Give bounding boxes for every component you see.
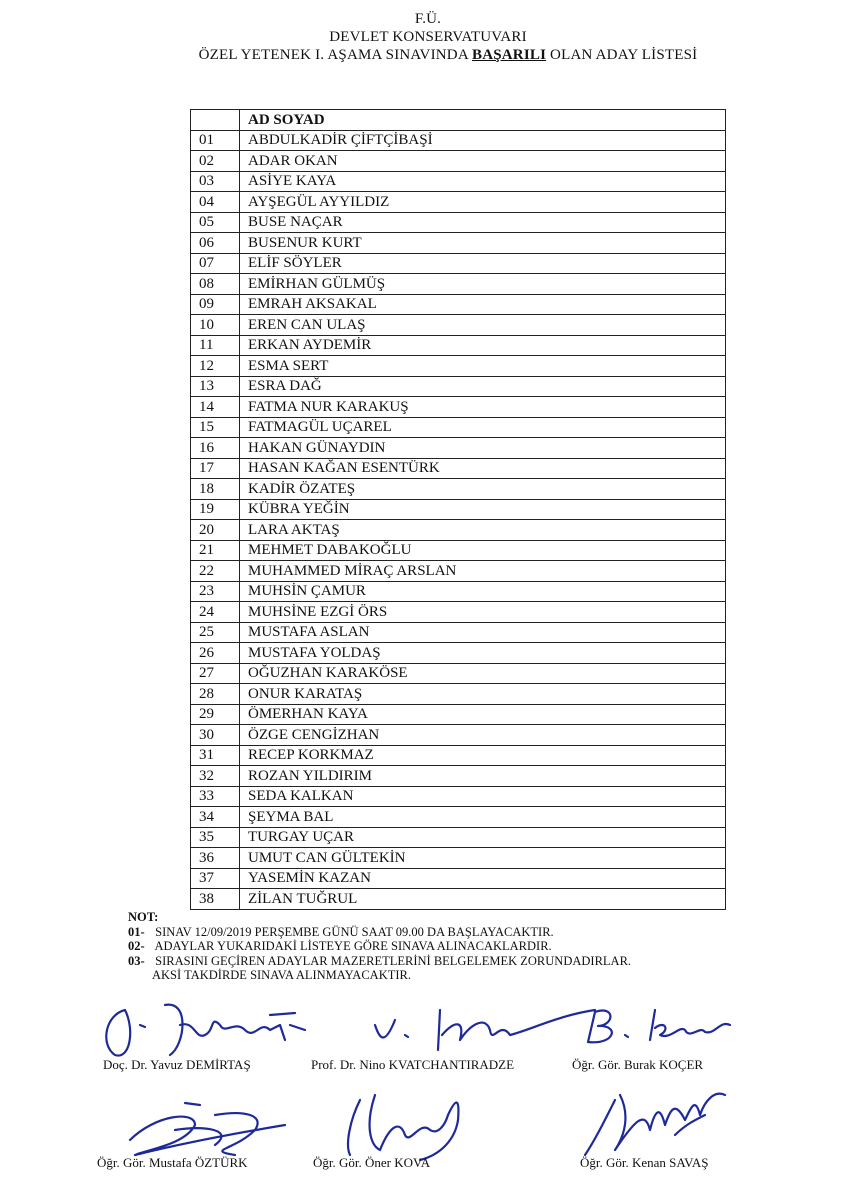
candidate-name: ABDULKADİR ÇİFTÇİBAŞİ (240, 130, 726, 151)
row-number: 04 (191, 192, 240, 213)
candidate-name: EMİRHAN GÜLMÜŞ (240, 274, 726, 295)
candidate-name: RECEP KORKMAZ (240, 745, 726, 766)
signatory-name: Öğr. Gör. Kenan SAVAŞ (580, 1155, 709, 1170)
table-row (191, 253, 726, 274)
table-row (191, 458, 726, 479)
row-number: 18 (191, 479, 240, 500)
table-row (191, 479, 726, 500)
row-number: 15 (191, 417, 240, 438)
row-number: 11 (191, 335, 240, 356)
signatory-name: Doç. Dr. Yavuz DEMİRTAŞ (103, 1057, 251, 1072)
table-row (191, 315, 726, 336)
table-row (191, 540, 726, 561)
signature-scribble (95, 995, 325, 1065)
table-row (191, 807, 726, 828)
row-number: 21 (191, 540, 240, 561)
table-row (191, 745, 726, 766)
candidate-name: MEHMET DABAKOĞLU (240, 540, 726, 561)
candidate-name: ESRA DAĞ (240, 376, 726, 397)
candidate-name: HAKAN GÜNAYDIN (240, 438, 726, 459)
candidate-name: LARA AKTAŞ (240, 520, 726, 541)
table-header-row (191, 110, 726, 131)
row-number: 29 (191, 704, 240, 725)
signatory-name: Öğr. Gör. Öner KOVA (313, 1155, 431, 1170)
table-body (191, 130, 726, 909)
row-number: 31 (191, 745, 240, 766)
row-number: 12 (191, 356, 240, 377)
table-row (191, 212, 726, 233)
table-row (191, 171, 726, 192)
candidate-name: AYŞEGÜL AYYILDIZ (240, 192, 726, 213)
signatory-name: Öğr. Gör. Burak KOÇER (572, 1057, 704, 1072)
candidate-name: ÖZGE CENGİZHAN (240, 725, 726, 746)
table-row (191, 294, 726, 315)
row-number: 06 (191, 233, 240, 254)
note-text: SIRASINI GEÇİREN ADAYLAR MAZERETLERİNİ BELGELEMEK ZORUNDADIRLAR. (155, 953, 632, 968)
table-row (191, 335, 726, 356)
note-number: 02- (128, 939, 145, 953)
candidate-name: YASEMİN KAZAN (240, 868, 726, 889)
table-row (191, 376, 726, 397)
candidate-name: MUHSİNE EZGİ ÖRS (240, 602, 726, 623)
candidate-name: EMRAH AKSAKAL (240, 294, 726, 315)
row-number: 37 (191, 868, 240, 889)
candidate-name: TURGAY UÇAR (240, 827, 726, 848)
table-row (191, 356, 726, 377)
row-number: 32 (191, 766, 240, 787)
candidate-name: ERKAN AYDEMİR (240, 335, 726, 356)
note-continuation (128, 968, 788, 983)
row-number: 22 (191, 561, 240, 582)
row-number: 30 (191, 725, 240, 746)
candidate-name: ELİF SÖYLER (240, 253, 726, 274)
row-number: 05 (191, 212, 240, 233)
header-university: F.Ü. (414, 11, 442, 27)
candidate-name: MUHAMMED MİRAÇ ARSLAN (240, 561, 726, 582)
signatory-name: Prof. Dr. Nino KVATCHANTIRADZE (311, 1057, 515, 1072)
candidate-name: BUSENUR KURT (240, 233, 726, 254)
table-row (191, 684, 726, 705)
notes-section (128, 910, 788, 983)
table-row (191, 889, 726, 910)
row-number: 07 (191, 253, 240, 274)
table-row (191, 130, 726, 151)
candidate-name: ZİLAN TUĞRUL (240, 889, 726, 910)
row-number: 08 (191, 274, 240, 295)
table-row (191, 561, 726, 582)
candidate-table (190, 109, 726, 910)
candidate-name: OĞUZHAN KARAKÖSE (240, 663, 726, 684)
header-title-post: OLAN ADAY LİSTESİ (546, 47, 698, 63)
table-row (191, 581, 726, 602)
row-number: 03 (191, 171, 240, 192)
candidate-name: ONUR KARATAŞ (240, 684, 726, 705)
note-text: AKSİ TAKDİRDE SINAVA ALINMAYACAKTIR. (152, 968, 411, 982)
row-number: 23 (191, 581, 240, 602)
candidate-name: HASAN KAĞAN ESENTÜRK (240, 458, 726, 479)
table-row (191, 643, 726, 664)
candidate-name: MUHSİN ÇAMUR (240, 581, 726, 602)
table-row (191, 868, 726, 889)
table-row (191, 233, 726, 254)
table-row (191, 520, 726, 541)
row-number: 27 (191, 663, 240, 684)
candidate-name: BUSE NAÇAR (240, 212, 726, 233)
header-title-pre: ÖZEL YETENEK I. AŞAMA SINAVINDA (198, 47, 472, 63)
candidate-name: FATMAGÜL UÇAREL (240, 417, 726, 438)
candidate-name: MUSTAFA ASLAN (240, 622, 726, 643)
row-number: 20 (191, 520, 240, 541)
table-row (191, 827, 726, 848)
table-row (191, 766, 726, 787)
row-number: 28 (191, 684, 240, 705)
row-number: 38 (191, 889, 240, 910)
row-number: 35 (191, 827, 240, 848)
candidate-name: FATMA NUR KARAKUŞ (240, 397, 726, 418)
document-header (0, 10, 856, 64)
row-number: 02 (191, 151, 240, 172)
candidate-name: ESMA SERT (240, 356, 726, 377)
table-row (191, 499, 726, 520)
row-number: 25 (191, 622, 240, 643)
notes-title: NOT: (128, 910, 159, 924)
row-number: 13 (191, 376, 240, 397)
table-row (191, 602, 726, 623)
table-row (191, 622, 726, 643)
row-number: 34 (191, 807, 240, 828)
row-number: 26 (191, 643, 240, 664)
header-title (0, 46, 856, 64)
row-number: 19 (191, 499, 240, 520)
candidate-name: KADİR ÖZATEŞ (240, 479, 726, 500)
table-row (191, 663, 726, 684)
candidate-name: ŞEYMA BAL (240, 807, 726, 828)
row-number: 09 (191, 294, 240, 315)
table-row (191, 397, 726, 418)
table-row (191, 417, 726, 438)
note-item (128, 939, 788, 954)
table-row (191, 151, 726, 172)
note-number: 01- (128, 924, 145, 939)
signatory-name: Öğr. Gör. Mustafa ÖZTÜRK (97, 1155, 248, 1170)
note-number: 03- (128, 953, 145, 968)
signature-scribble (570, 1000, 740, 1050)
row-number: 17 (191, 458, 240, 479)
header-title-bold: BAŞARILI (471, 47, 547, 63)
row-number: 24 (191, 602, 240, 623)
table-row (191, 725, 726, 746)
row-number: 14 (191, 397, 240, 418)
note-item (128, 925, 788, 940)
candidate-name: EREN CAN ULAŞ (240, 315, 726, 336)
header-name-cell: AD SOYAD (240, 110, 726, 131)
note-text: SINAV 12/09/2019 PERŞEMBE GÜNÜ SAAT 09.00 DA BAŞLAYACAKTIR. (155, 924, 554, 939)
row-number: 36 (191, 848, 240, 869)
table-row (191, 438, 726, 459)
candidate-name: ADAR OKAN (240, 151, 726, 172)
header-institution: DEVLET KONSERVATUVARI (329, 29, 527, 45)
table-row (191, 192, 726, 213)
signature-scribble (575, 1080, 745, 1165)
candidate-name: ÖMERHAN KAYA (240, 704, 726, 725)
note-item (128, 954, 788, 969)
table-row (191, 786, 726, 807)
signature-scribble (320, 1085, 480, 1165)
row-number: 33 (191, 786, 240, 807)
candidate-name: ASİYE KAYA (240, 171, 726, 192)
row-number: 01 (191, 130, 240, 151)
candidate-name: UMUT CAN GÜLTEKİN (240, 848, 726, 869)
row-number: 16 (191, 438, 240, 459)
candidate-name: ROZAN YILDIRIM (240, 766, 726, 787)
row-number: 10 (191, 315, 240, 336)
candidate-name: SEDA KALKAN (240, 786, 726, 807)
table-row (191, 848, 726, 869)
signature-scribble (360, 1000, 600, 1060)
candidate-name: KÜBRA YEĞİN (240, 499, 726, 520)
header-number-cell (191, 110, 240, 131)
candidate-name: MUSTAFA YOLDAŞ (240, 643, 726, 664)
table-row (191, 704, 726, 725)
table-row (191, 274, 726, 295)
note-text: ADAYLAR YUKARIDAKİ LİSTEYE GÖRE SINAVA ALINACAKLARDIR. (154, 939, 552, 953)
